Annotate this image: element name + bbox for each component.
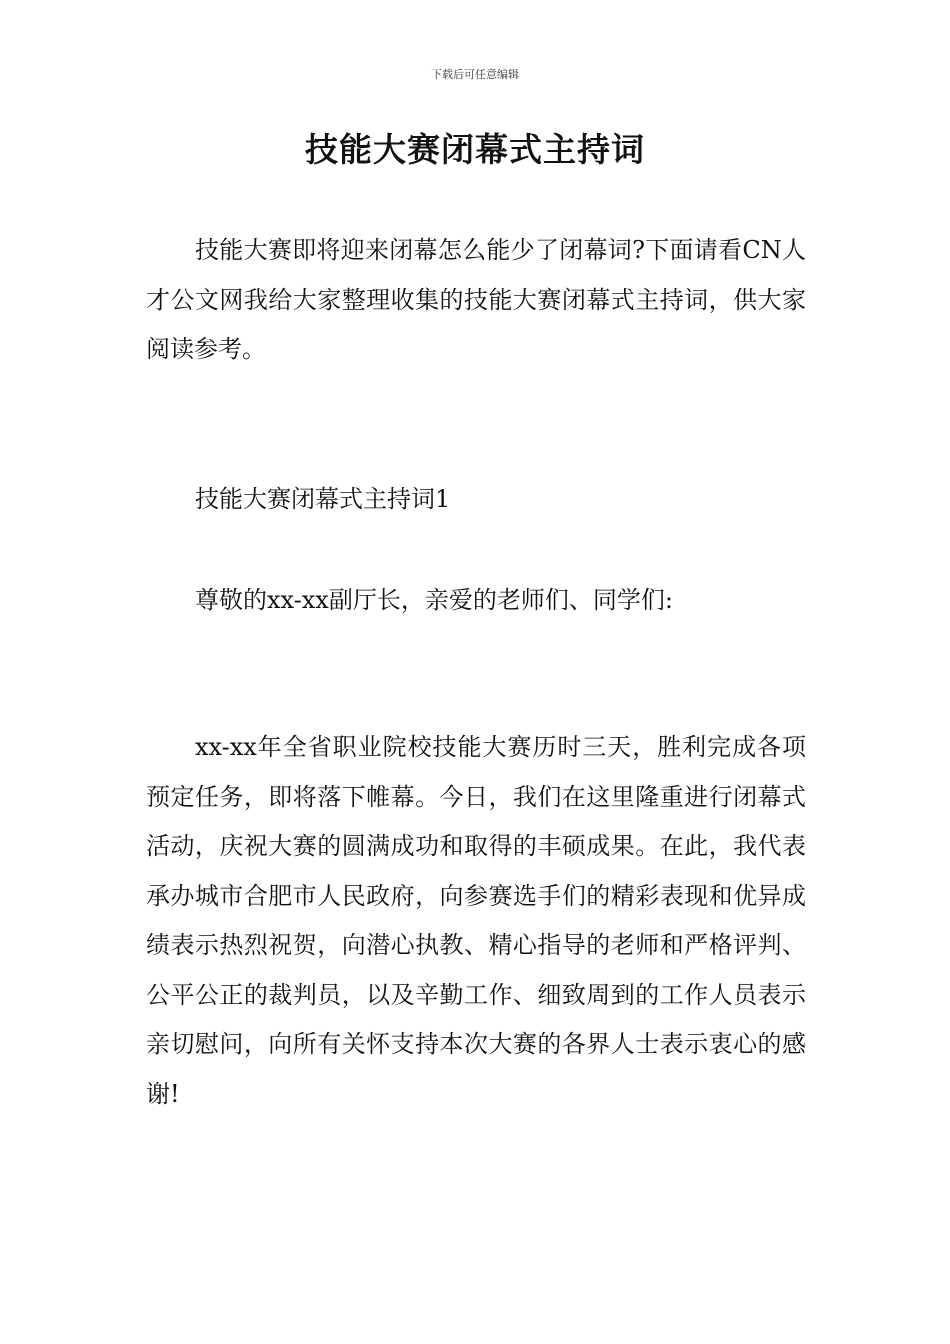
intro-paragraph: 技能大赛即将迎来闭幕怎么能少了闭幕词?下面请看CN人才公文网我给大家整理收集的技能大赛闭幕式主持词，供大家阅读参考。 [146,236,806,363]
header-note: 下载后可任意编辑 [431,68,519,81]
salutation-paragraph: 尊敬的xx-xx副厅长，亲爱的老师们、同学们: [195,586,673,614]
document-title: 技能大赛闭幕式主持词 [305,130,645,169]
body-paragraph: xx-xx年全省职业院校技能大赛历时三天，胜利完成各项预定任务，即将落下帷幕。今日，我们在这里隆重进行闭幕式活动，庆祝大赛的圆满成功和取得的丰硕成果。在此，我代表承办城市合肥市人民政府，向参赛选手们的精彩表现和优异成绩表示热烈祝贺，向潜心执教、精心指导的老师和严格评判、公平公正的裁判员，以及辛勤工作、细致周到的工作人员表示亲切慰问，向所有关怀支持本次大赛的各界人士表示衷心的感谢! [146,733,806,1108]
section-subtitle: 技能大赛闭幕式主持词1 [195,485,451,513]
